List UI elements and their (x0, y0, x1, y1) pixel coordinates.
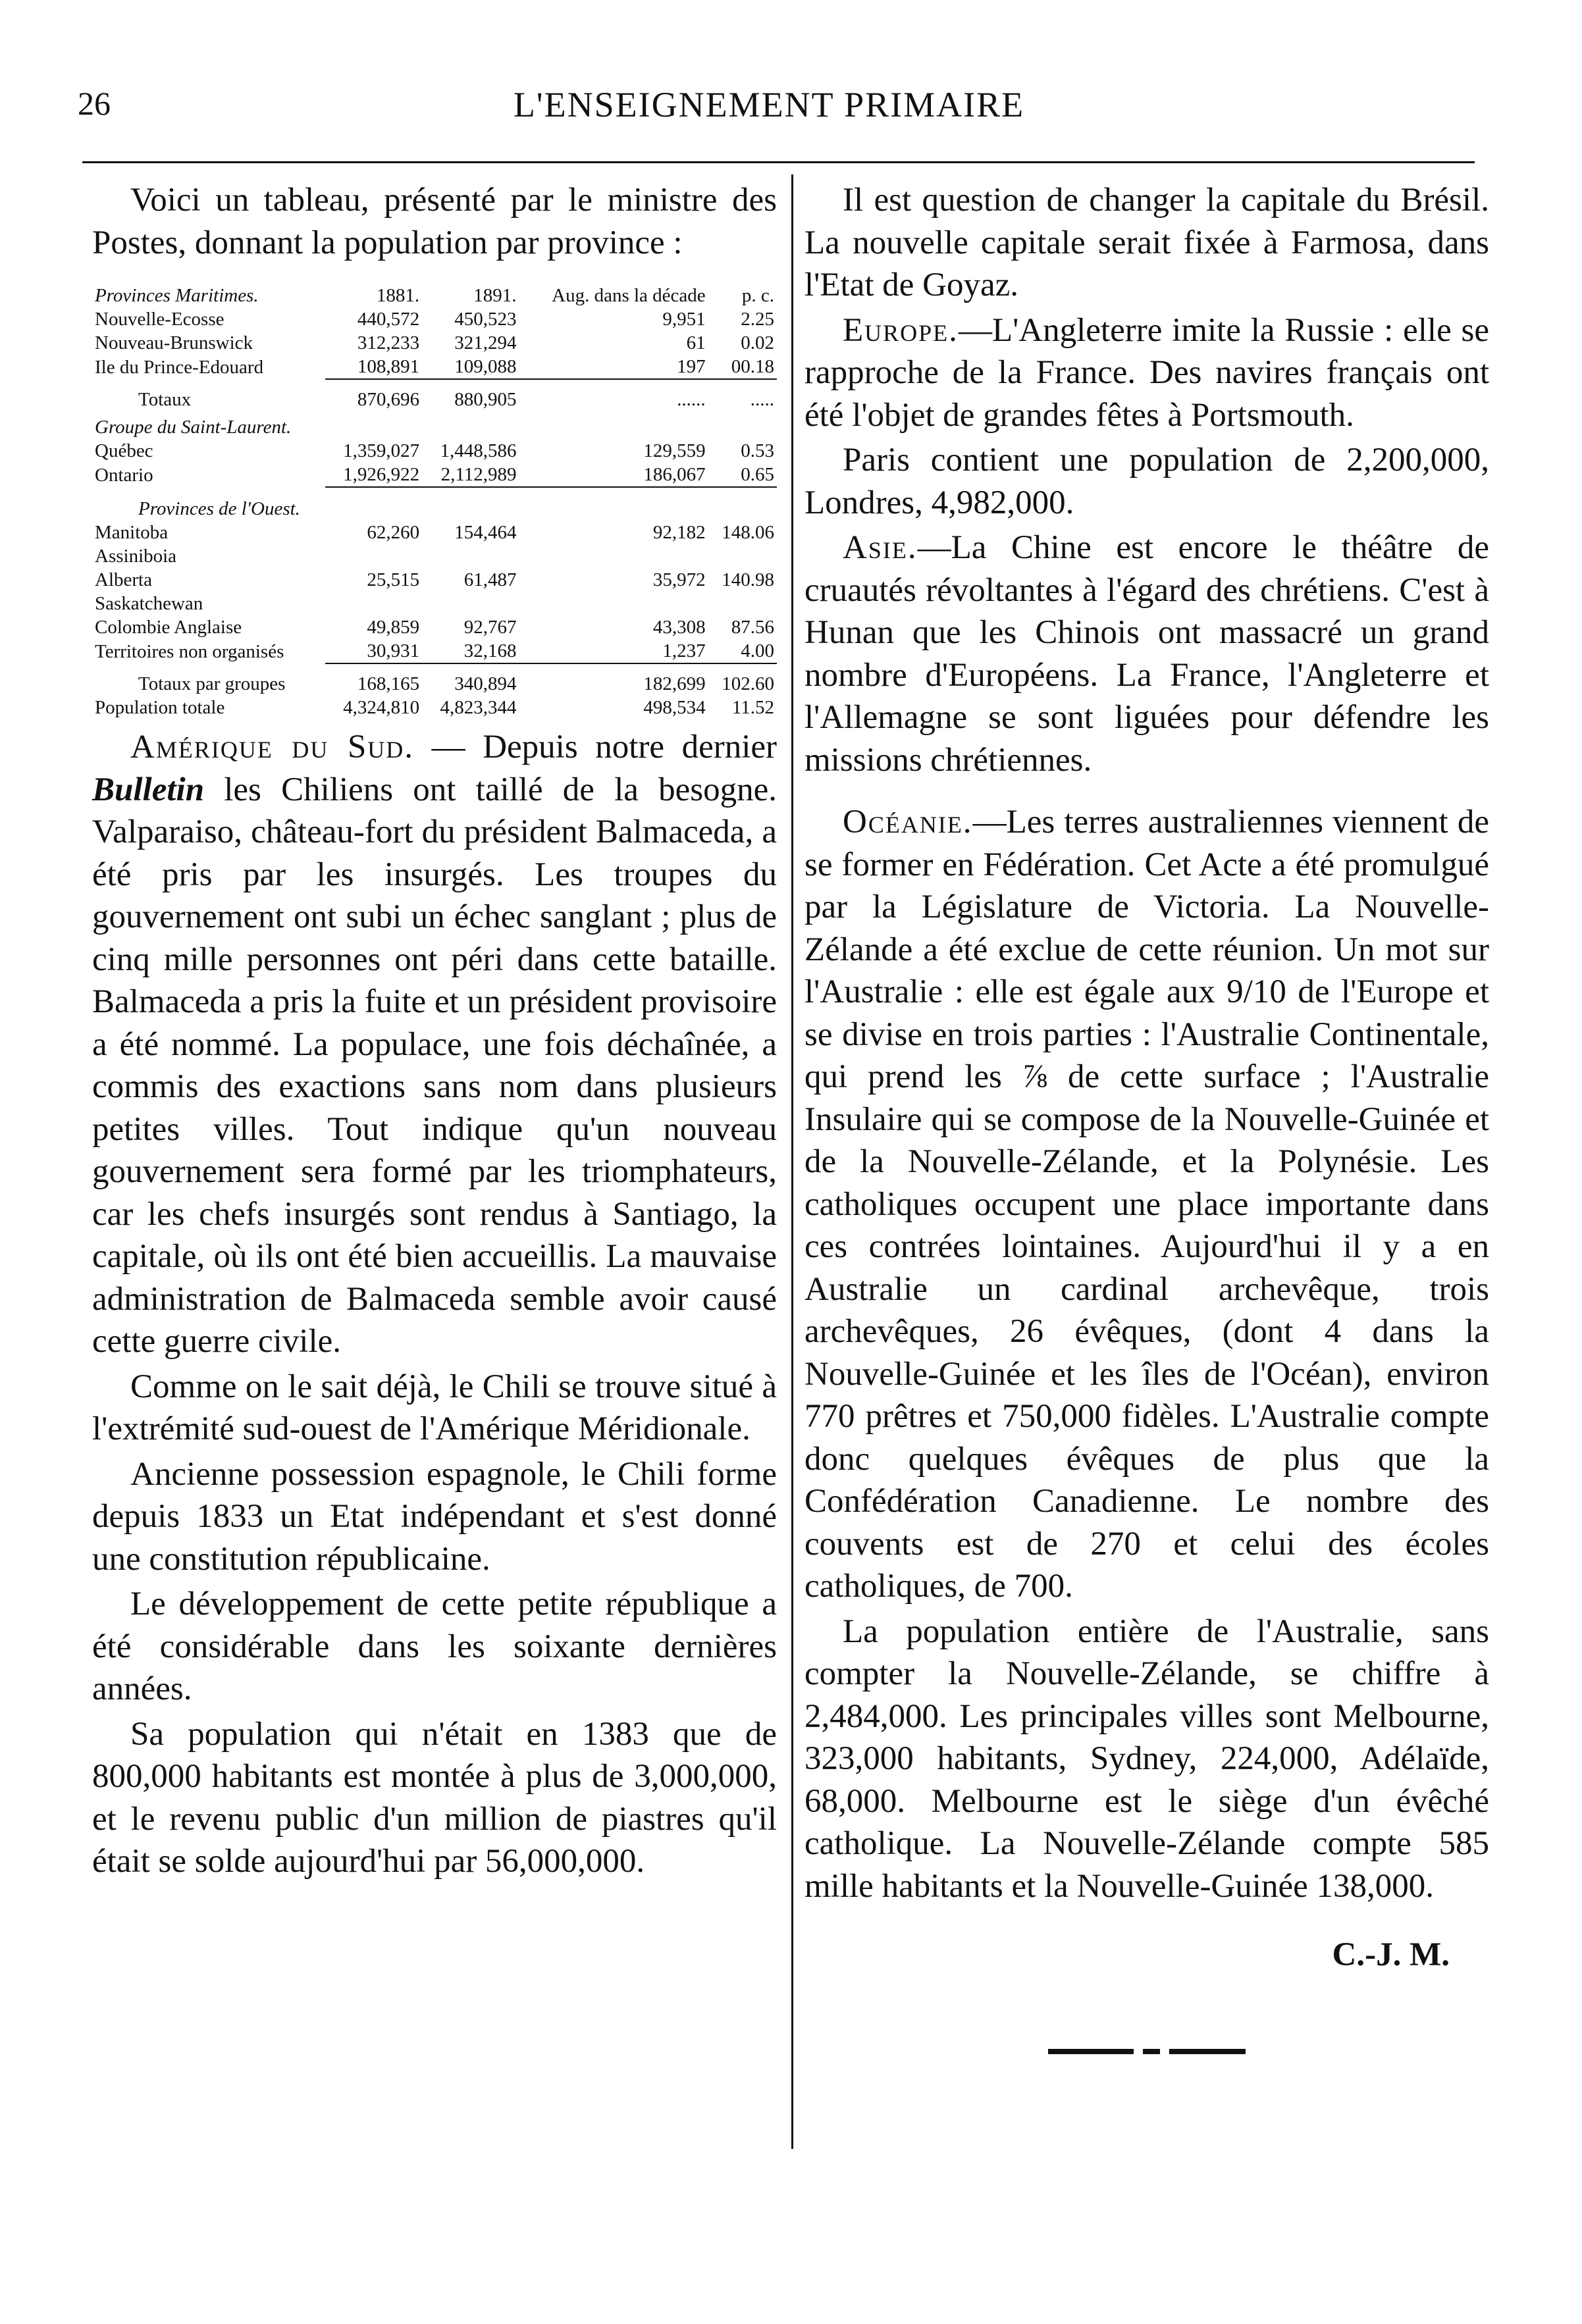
table-row: Québec 1,359,027 1,448,586 129,559 0.53 (95, 440, 774, 461)
paris-paragraph: Paris contient une population de 2,200,000, Londres, 4,982,000. (804, 442, 1489, 521)
page-number: 26 (78, 85, 111, 122)
col-header-augmentation: Aug. dans la décade (552, 285, 706, 306)
left-column (92, 179, 777, 1883)
right-column (804, 179, 1489, 2054)
table-row-total: Totaux par groupes 168,165 340,894 182,699 102.60 (138, 673, 774, 694)
population-table (92, 284, 777, 719)
col-header-province: Provinces Maritimes. (95, 285, 259, 306)
table-row: Alberta 25,515 61,487 35,972 140.98 (95, 569, 774, 590)
table-row-total: Population totale 4,324,810 4,823,344 498,534 11.52 (95, 697, 774, 718)
section-heading-europe: Europe. (843, 311, 959, 349)
table-row: Colombie Anglaise 49,859 92,767 43,308 87.56 (95, 617, 774, 638)
chili-development-paragraph: Le développement de cette petite république a été considérable dans les soixante dernières années. (92, 1586, 777, 1707)
end-ornament (1048, 2049, 1246, 2054)
col-header-1881: 1881. (376, 285, 420, 306)
page-header (78, 71, 1460, 143)
table-row: Nouveau-Brunswick 312,233 321,294 61 0.02 (95, 332, 774, 353)
running-title: L'ENSEIGNEMENT PRIMAIRE (513, 85, 1025, 124)
asie-paragraph: Asie.—La Chine est encore le théâtre de cruautés révoltantes à l'égard des chrétiens. C'est à Hunan que les Chinois ont massacré un grand nombre d'Européens. La France, l'Angleterre et l'Allemagne se sont liguées pour défendre les missions chrétiennes. (804, 529, 1489, 779)
section-heading-oceanie: Océanie. (843, 804, 973, 840)
table-row-total: Totaux 870,696 880,905 ...... ..... (138, 388, 774, 410)
table-row: Manitoba 62,260 154,464 92,182 148.06 (95, 522, 774, 543)
table-row: Ontario 1,926,922 2,112,989 186,067 0.65 (92, 463, 777, 487)
table-group-title: Provinces de l'Ouest. (138, 498, 300, 519)
australie-population-paragraph: La population entière de l'Australie, sans compter la Nouvelle-Zélande, se chiffre à 2,484,000. Les principales villes sont Melbourne, 323,000 habitants, Sydney, 224,000, Adélaïde, 68,000. Melbourne est le siège d'un évêché catholique. La Nouvelle-Zélande compte 585 mille habitants et la Nouvelle-Guinée 138,000. (804, 1613, 1489, 1905)
chili-history-paragraph: Ancienne possession espagnole, le Chili forme depuis 1833 un Etat indépendant et s'est donné une constitution républicaine. (92, 1455, 777, 1578)
sud-paragraph: Amérique du Sud. — Depuis notre dernier Bulletin les Chiliens ont taillé de la besogne. Valparaiso, château-fort du président Balmaceda, a été pris par les insurgés. Les troupes du gouvernement ont subi un échec sanglant ; plus de cinq mille personnes ont péri dans cette bataille. Balmaceda a pris la fuite et un président provisoire a été nommé. La populace, une fois déchaînée, a commis des exactions sans nom dans plusieurs petites villes. Tout indique qu'un nouveau gouvernement sera formé par les triomphateurs, car les chefs insurgés sont rendus à Santiago, la capitale, où ils ont été bien accueillis. La mauvaise administration de Balmaceda semble avoir causé cette guerre civile. (92, 729, 777, 1360)
table-group-title: Groupe du Saint-Laurent. (95, 417, 292, 438)
table-row: Nouvelle-Ecosse 440,572 450,523 9,951 2.25 (95, 309, 774, 330)
bulletin-word: Bulletin (92, 771, 205, 808)
column-divider (791, 174, 793, 2149)
intro-paragraph: Voici un tableau, présenté par le ministre des Postes, donnant la population par province : (92, 182, 777, 261)
europe-paragraph: Europe.—L'Angleterre imite la Russie : elle se rapproche de la France. Des navires français ont été l'objet de grandes fêtes à Portsmouth. (804, 311, 1489, 434)
table-header-row (92, 284, 777, 307)
table-row: Ile du Prince-Edouard 108,891 109,088 197 00.18 (92, 355, 777, 379)
col-header-pc: p. c. (741, 285, 774, 306)
chili-population-paragraph: Sa population qui n'était en 1383 que de 800,000 habitants est montée à plus de 3,000,000, et le revenu public d'un million de piastres qu'il était se solde aujourd'hui par 56,000,000. (92, 1715, 777, 1880)
section-heading-asie: Asie. (843, 529, 918, 566)
table-row: Saskatchewan (95, 593, 203, 614)
oceanie-paragraph: Océanie.—Les terres australiennes viennent de se former en Fédération. Cet Acte a été promulgué par la Législature de Victoria. La Nouvelle-Zélande a été exclue de cette réunion. Un mot sur l'Australie : elle est égale aux 9/10 de l'Europe et se divise en trois parties : l'Australie Continentale, qui prend les ⅞ de cette surface ; l'Australie Insulaire qui se compose de la Nouvelle-Guinée et de la Nouvelle-Zélande, et la Polynésie. Les catholiques occupent une place importante dans ces contrées lointaines. Aujourd'hui il y a en Australie un cardinal archevêque, trois archevêques, 26 évêques, (dont 4 dans la Nouvelle-Guinée et les îles de l'Océan), environ 770 prêtres et 750,000 fidèles. L'Australie compte donc quelques évêques de plus que la Confédération Canadienne. Le nombre des couvents est de 270 et celui des écoles catholiques, de 700. (804, 804, 1489, 1605)
bresil-paragraph: Il est question de changer la capitale du Brésil. La nouvelle capitale serait fixée à Farmosa, dans l'Etat de Goyaz. (804, 182, 1489, 303)
section-heading-sud: Amérique du Sud. (130, 729, 415, 765)
col-header-1891: 1891. (473, 285, 517, 306)
table-row: Assiniboia (95, 546, 177, 567)
header-rule (82, 161, 1475, 163)
signature: C.-J. M. (1332, 1936, 1450, 1973)
table-row: Territoires non organisés 30,931 32,168 1,237 4.00 (92, 639, 777, 663)
chili-location-paragraph: Comme on le sait déjà, le Chili se trouve situé à l'extrémité sud-ouest de l'Amérique Méridionale. (92, 1368, 777, 1447)
